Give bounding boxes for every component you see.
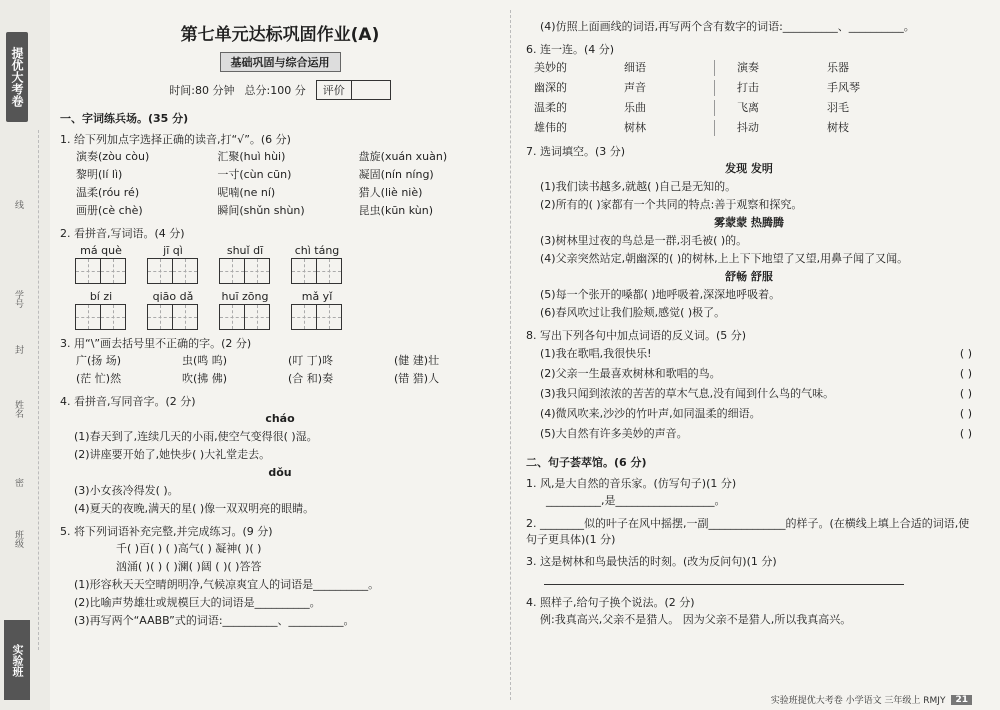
page-footer	[771, 693, 972, 706]
s2-q4-example: 例:我真高兴,父亲不是猎人。 因为父亲不是猎人,所以我真高兴。	[540, 613, 852, 626]
evaluation-box: 评价	[316, 80, 391, 100]
matching-table: 美妙的 细语 演奏 乐器 幽深的 声音 打击 手风琴 温柔的 乐曲 飞离 羽毛 雄伟的 树林 抖动 树枝	[534, 61, 860, 134]
answer-line[interactable]	[544, 573, 904, 585]
side-label-class: 班级	[13, 530, 23, 548]
question-4: 4. 看拼音,写同音字。(2 分)	[60, 395, 196, 408]
question-3: 3. 用“\”画去括号里不正确的字。(2 分)	[60, 337, 252, 350]
section-2-heading: 二、句子荟萃馆。(6 分)	[526, 456, 647, 469]
pinyin-grid-row-1: má què jī qì shuǐ dī chì táng	[76, 244, 500, 284]
word-choices-1: 发现 发明	[725, 162, 773, 175]
side-label-name: 姓名	[13, 400, 23, 418]
write-boxes[interactable]	[148, 258, 198, 284]
write-boxes[interactable]	[220, 304, 270, 330]
write-boxes[interactable]	[220, 258, 270, 284]
page-divider	[510, 10, 511, 700]
question-6: 6. 连一连。(4 分)	[526, 43, 615, 56]
exam-meta	[60, 80, 500, 100]
right-column: (4)仿照上面画线的词语,再写两个含有数字的词语:__________、__________。 6. 连一连。(4 分) 美妙的 细语 演奏 乐器 幽深的 声音 打击 手风琴 温柔的 乐曲 飞离 羽毛 雄伟的 树林 抖动 树枝 7. 选词填空。(3 分) 发现 发明 (1)我们读书越多,就越( )自己是无知的。 (2)所有的( )家都有一个共同的特点:善于观察和探究。 雾蒙蒙 热腾腾 (3)树林里过夜的鸟总是一群,羽毛被( )的。 (4)父亲突然站定,朝幽深的( )的树林,上上下下地望了又望,用鼻子闻了又闻。 舒畅 舒服 (5)每一个张开的嗓都( )地呼吸着,深深地呼吸着。 (6)春风吹过让我们脸颊,感觉( )极了。 8. 写出下列各句中加点词语的反义词。(5 分) (1)我在歌唱,我很快乐! ( ) (2)父亲一生最喜欢树林和歌唱的鸟。 ( ) (3)我只闻到浓浓的苦苦的草木气息,没有闻到什么鸟的气味。 ( ) (4)微风吹来,沙沙的竹叶声,如同温柔的细语。 ( ) (5)大自然有许多美妙的声音。 ( ) 二、句子荟萃馆。(6 分) 1. 风,是大自然的音乐家。(仿写句子)(1 分) __________,是__________________。 2. ________似的叶子在风中摇摆,一副______________的样子。(在横线上填上合适的词语,使句子更具体)(1 分) 3. 这是树林和鸟最快活的时刻。(改为反问句)(1 分) 4. 照样子,给句子换个说法。(2 分) 例:我真高兴,父亲不是猎人。 因为父亲不是猎人,所以我真高兴。	[526, 18, 972, 629]
s2-question-3: 3. 这是树林和鸟最快活的时刻。(改为反问句)(1 分)	[526, 555, 777, 568]
write-boxes[interactable]	[148, 304, 198, 330]
write-boxes[interactable]	[76, 304, 126, 330]
q1-rows: 演奏(zòu còu) 汇聚(huì hùi) 盘旋(xuán xuàn) 黎明(lí lì) 一寸(cùn cūn) 凝固(nín níng) 温柔(róu ré) 呢喃(ne ní) 猎人(liè niè) 画册(cè chè) 瞬间(shǔn shùn) 昆虫(kūn kùn)	[76, 150, 448, 217]
s2-question-2[interactable]: 2. ________似的叶子在风中摇摆,一副______________的样子。(在横线上填上合适的词语,使句子更具体)(1 分)	[526, 517, 970, 546]
left-column: 第七单元达标巩固作业(A) 基础巩固与综合运用 时间:80 分钟 总分:100 分 评价 一、字词练兵场。(35 分) 1. 给下列加点字选择正确的读音,打“√”。(6 分) 演奏(zòu còu) 汇聚(huì hùi) 盘旋(xuán xuàn) 黎明(lí lì) 一寸(cùn cūn) 凝固(nín níng) 温柔(róu ré) 呢喃(ne ní) 猎人(liè niè) 画册(cè chè) 瞬间(shǔn shùn) 昆虫(kūn kùn) 2. 看拼音,写词语。(4 分) má què jī qì shuǐ dī chì táng bí zi qiāo dǎ huī zōng mǎ yǐ 3. 用“\”画去括号里不正确的字。(2 分) 广(扬 场) 虫(鸣 呜) (叮 丁)咚 (健 建)壮 (茫 忙)然 吹(拂 佛) (合 和)奏 (错 猎)人 4. 看拼音,写同音字。(2 分) cháo (1)春天到了,连续几天的小雨,使空气变得很( )湿。 (2)讲座要开始了,她快步( )大礼堂走去。 dǒu (3)小女孩冷得发( )。 (4)夏天的夜晚,满天的星( )像一双双明亮的眼睛。 5. 将下列词语补充完整,并完成练习。(9 分) 千( )百( ) ( )高气( ) 凝神( )( ) 汹涌( )( ) ( )澜( )阔 ( )( )答答 (1)形容秋天天空晴朗明净,气候凉爽宜人的词语是__________。 (2)比喻声势雄壮或规模巨大的词语是__________。 (3)再写两个“AABB”式的词语:__________、__________。	[60, 18, 500, 630]
answer-paren[interactable]: ( )	[959, 347, 972, 360]
brand-bottom-label: 实验班	[4, 620, 30, 700]
footer-text: 实验班提优大考卷 小学语文 三年级上 RMJY	[770, 696, 946, 706]
pinyin-chao: cháo	[265, 412, 295, 425]
sidebar	[0, 0, 50, 710]
answer-paren[interactable]: ( )	[959, 407, 972, 420]
section-1-heading: 一、字词练兵场。(35 分)	[60, 112, 189, 125]
write-boxes[interactable]	[76, 258, 126, 284]
side-label-line: 线	[13, 200, 23, 209]
question-2: 2. 看拼音,写词语。(4 分)	[60, 227, 185, 240]
question-1: 1. 给下列加点字选择正确的读音,打“√”。(6 分)	[60, 133, 291, 146]
answer-paren[interactable]: ( )	[959, 387, 972, 400]
evaluation-blank[interactable]	[352, 81, 390, 99]
side-label-secret: 密	[13, 478, 23, 487]
question-7: 7. 选词填空。(3 分)	[526, 145, 626, 158]
write-boxes[interactable]	[292, 258, 342, 284]
pinyin-grid-row-2: bí zi qiāo dǎ huī zōng mǎ yǐ	[76, 290, 500, 330]
s2-question-1: 1. 风,是大自然的音乐家。(仿写句子)(1 分)	[526, 477, 737, 490]
page-title: 第七单元达标巩固作业(A)	[180, 25, 380, 45]
time-limit: 时间:80 分钟	[169, 84, 235, 97]
cut-line	[38, 130, 39, 650]
page-subtitle: 基础巩固与综合运用	[60, 51, 500, 72]
brand-top-label: 提优大考卷	[6, 32, 28, 122]
answer-paren[interactable]: ( )	[959, 427, 972, 440]
answer-paren[interactable]: ( )	[959, 367, 972, 380]
page-number: 21	[951, 695, 972, 705]
question-8: 8. 写出下列各句中加点词语的反义词。(5 分)	[526, 329, 747, 342]
side-label-student-id: 学号	[13, 290, 23, 308]
write-boxes[interactable]	[292, 304, 342, 330]
total-score: 总分:100 分	[244, 84, 306, 97]
side-label-seal: 封	[13, 345, 23, 354]
question-5: 5. 将下列词语补充完整,并完成练习。(9 分)	[60, 525, 273, 538]
word-choices-3: 舒畅 舒服	[725, 270, 773, 283]
s2-question-4: 4. 照样子,给句子换个说法。(2 分)	[526, 596, 695, 609]
word-choices-2: 雾蒙蒙 热腾腾	[714, 216, 784, 229]
pinyin-dou: dǒu	[268, 466, 292, 479]
